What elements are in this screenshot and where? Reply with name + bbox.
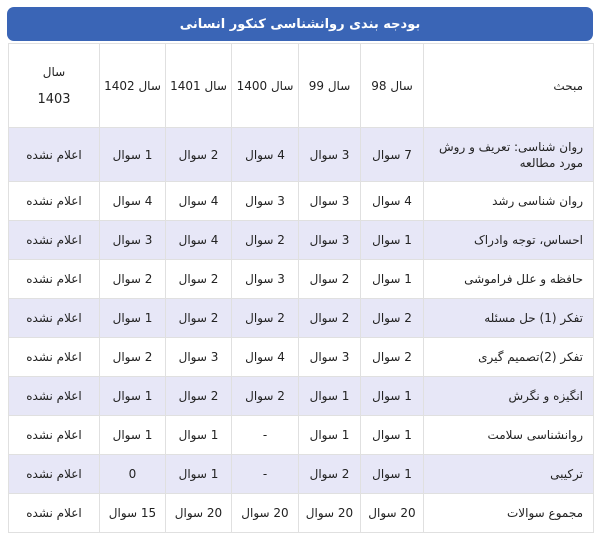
table-row	[9, 221, 594, 260]
cell-y99: 3 سوال	[299, 338, 361, 377]
cell-y98: 20 سوال	[361, 494, 424, 533]
cell-y1403: اعلام نشده	[9, 494, 100, 533]
header-year-99: سال 99	[299, 44, 361, 128]
table-title: بودجه بندی روانشناسی کنکور انسانی	[7, 7, 593, 41]
cell-subject: احساس، توجه وادراک	[424, 221, 594, 260]
table-row	[9, 338, 594, 377]
cell-y98: 1 سوال	[361, 221, 424, 260]
cell-y1403: اعلام نشده	[9, 455, 100, 494]
cell-y99: 2 سوال	[299, 260, 361, 299]
cell-y1402: 1 سوال	[100, 377, 166, 416]
cell-y1403: اعلام نشده	[9, 260, 100, 299]
header-year-1400: سال 1400	[232, 44, 299, 128]
header-year-98: سال 98	[361, 44, 424, 128]
cell-y1403: اعلام نشده	[9, 377, 100, 416]
cell-y99: 3 سوال	[299, 182, 361, 221]
cell-y1401: 4 سوال	[166, 221, 232, 260]
header-year-1402: سال 1402	[100, 44, 166, 128]
cell-y1403: اعلام نشده	[9, 221, 100, 260]
cell-y1401: 2 سوال	[166, 260, 232, 299]
cell-y98: 1 سوال	[361, 416, 424, 455]
table-row	[9, 455, 594, 494]
cell-y1401: 2 سوال	[166, 128, 232, 182]
cell-y1400: 3 سوال	[232, 182, 299, 221]
cell-y1401: 2 سوال	[166, 299, 232, 338]
cell-subject: روانشناسی سلامت	[424, 416, 594, 455]
cell-subject: روان شناسی رشد	[424, 182, 594, 221]
cell-y1400: 4 سوال	[232, 338, 299, 377]
cell-y1400: -	[232, 416, 299, 455]
cell-y1400: 2 سوال	[232, 221, 299, 260]
cell-y99: 20 سوال	[299, 494, 361, 533]
cell-y1402: 15 سوال	[100, 494, 166, 533]
cell-y1401: 2 سوال	[166, 377, 232, 416]
header-year-1403	[9, 44, 100, 128]
header-year-1403-label: سال	[42, 64, 66, 79]
table-row	[9, 182, 594, 221]
cell-y1402: 1 سوال	[100, 416, 166, 455]
cell-y1401: 1 سوال	[166, 455, 232, 494]
cell-y1403: اعلام نشده	[9, 338, 100, 377]
cell-y1401: 1 سوال	[166, 416, 232, 455]
cell-y98: 1 سوال	[361, 455, 424, 494]
cell-y1403: اعلام نشده	[9, 128, 100, 182]
cell-y99: 2 سوال	[299, 455, 361, 494]
cell-y1402: 2 سوال	[100, 338, 166, 377]
cell-y1401: 4 سوال	[166, 182, 232, 221]
cell-y98: 2 سوال	[361, 299, 424, 338]
cell-y99: 1 سوال	[299, 416, 361, 455]
cell-y98: 1 سوال	[361, 260, 424, 299]
cell-y1402: 0	[100, 455, 166, 494]
header-year-1403-number: 1403	[37, 91, 71, 107]
cell-subject: تفکر (1) حل مسئله	[424, 299, 594, 338]
cell-y1401: 20 سوال	[166, 494, 232, 533]
cell-subject: روان شناسی: تعریف و روش مورد مطالعه	[424, 128, 594, 182]
cell-y1400: 4 سوال	[232, 128, 299, 182]
cell-y99: 1 سوال	[299, 377, 361, 416]
table-row	[9, 299, 594, 338]
cell-subject: تفکر (2)تصمیم گیری	[424, 338, 594, 377]
cell-y1400: -	[232, 455, 299, 494]
table-row	[9, 377, 594, 416]
budget-table	[8, 43, 594, 533]
cell-y98: 1 سوال	[361, 377, 424, 416]
cell-y1402: 4 سوال	[100, 182, 166, 221]
cell-y1400: 3 سوال	[232, 260, 299, 299]
cell-y99: 3 سوال	[299, 221, 361, 260]
table-row	[9, 416, 594, 455]
cell-subject: ترکیبی	[424, 455, 594, 494]
cell-y98: 7 سوال	[361, 128, 424, 182]
cell-y1403: اعلام نشده	[9, 416, 100, 455]
cell-y1402: 1 سوال	[100, 128, 166, 182]
cell-y98: 2 سوال	[361, 338, 424, 377]
header-year-1401: سال 1401	[166, 44, 232, 128]
cell-subject: حافظه و علل فراموشی	[424, 260, 594, 299]
cell-subject: انگیزه و نگرش	[424, 377, 594, 416]
cell-y1402: 1 سوال	[100, 299, 166, 338]
cell-y1403: اعلام نشده	[9, 299, 100, 338]
table-row	[9, 260, 594, 299]
cell-subject: مجموع سوالات	[424, 494, 594, 533]
cell-y1402: 2 سوال	[100, 260, 166, 299]
header-subject: مبحث	[424, 44, 594, 128]
cell-y1400: 2 سوال	[232, 299, 299, 338]
cell-y1403: اعلام نشده	[9, 182, 100, 221]
cell-y1400: 2 سوال	[232, 377, 299, 416]
cell-y99: 2 سوال	[299, 299, 361, 338]
cell-y1402: 3 سوال	[100, 221, 166, 260]
cell-y99: 3 سوال	[299, 128, 361, 182]
header-row	[9, 44, 594, 128]
cell-y1401: 3 سوال	[166, 338, 232, 377]
cell-y98: 4 سوال	[361, 182, 424, 221]
table-row	[9, 128, 594, 182]
cell-y1400: 20 سوال	[232, 494, 299, 533]
